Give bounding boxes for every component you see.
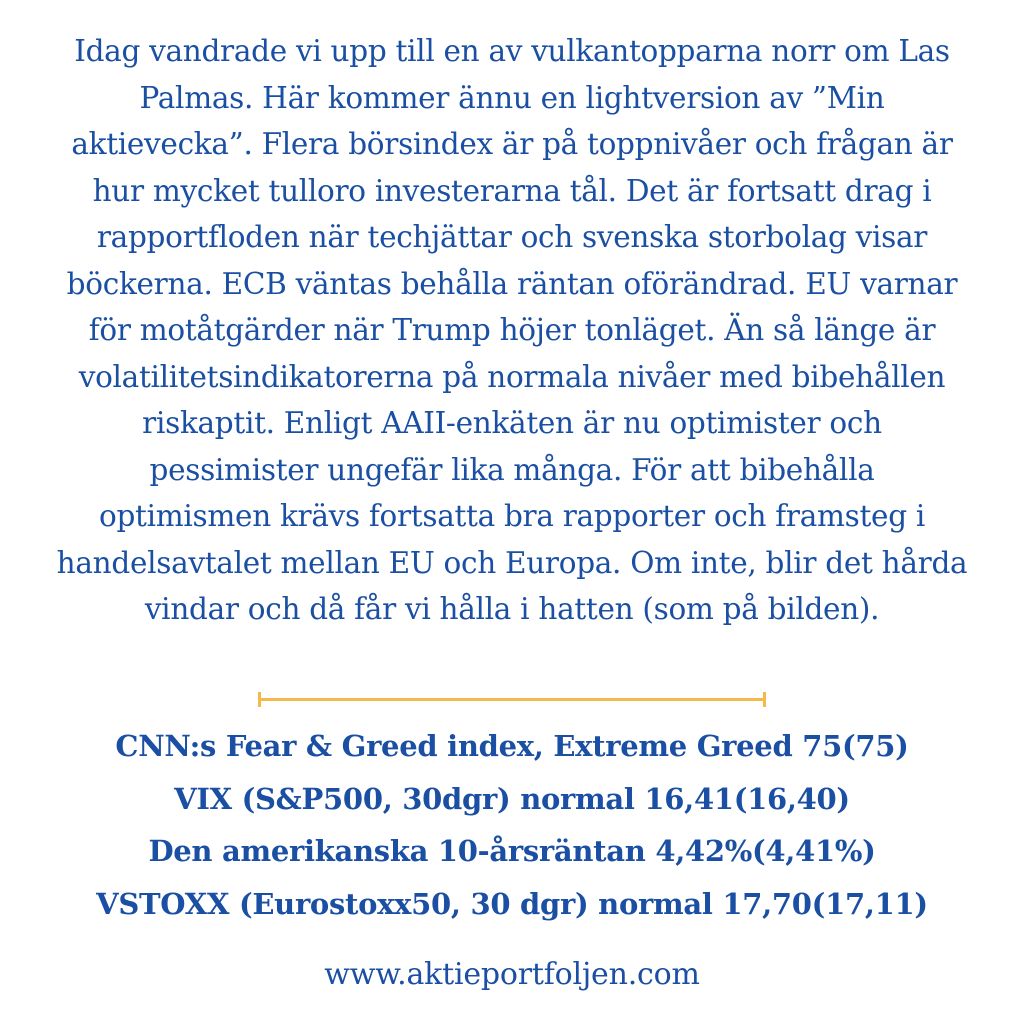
intro-paragraph [30,28,994,633]
intro-line: volatilitetsindikatorerna på normala nivåer med bibehållen [78,359,946,394]
intro-line: optimismen krävs fortsatta bra rapporter och framsteg i [98,499,926,533]
intro-line: pessimister ungefär lika många. För att bibehålla [149,452,875,487]
vix-indicator: VIX (S&P500, 30dgr) normal 16,41(16,40) [174,781,850,816]
intro-line: böckerna. ECB väntas behålla räntan oförändrad. EU varnar [66,266,958,301]
intro-line: hur mycket tulloro investerarna tål. Det är fortsatt drag i [92,173,932,208]
divider-cap-right [763,692,766,707]
market-indicators [20,720,1004,930]
intro-line: Idag vandrade vi upp till en av vulkantopparna norr om Las [74,34,950,68]
intro-line: riskaptit. Enligt AAII-enkäten är nu optimister och [142,406,882,440]
divider-bar [258,698,766,701]
website-url: www.aktieportfoljen.com [324,957,700,992]
section-divider [258,692,766,706]
intro-line: aktievecka”. Flera börsindex är på toppnivåer och frågan är [71,127,953,161]
intro-line: Palmas. Här kommer ännu en lightversion av ”Min [139,80,885,115]
vstoxx-indicator: VSTOXX (Eurostoxx50, 30 dgr) normal 17,70(17,11) [96,886,928,921]
divider-cap-left [258,692,261,707]
intro-line: för motåtgärder när Trump höjer tonläget. Än så länge är [88,313,936,347]
intro-line: vindar och då får vi hålla i hatten (som på bilden). [144,592,880,626]
intro-line: handelsavtalet mellan EU och Europa. Om inte, blir det hårda [56,545,968,580]
fear-greed-index: CNN:s Fear & Greed index, Extreme Greed 75(75) [115,729,909,763]
intro-line: rapportfloden när techjättar och svenska storbolag visar [96,220,928,254]
us-10y-yield: Den amerikanska 10-årsräntan 4,42%(4,41%) [148,834,876,868]
